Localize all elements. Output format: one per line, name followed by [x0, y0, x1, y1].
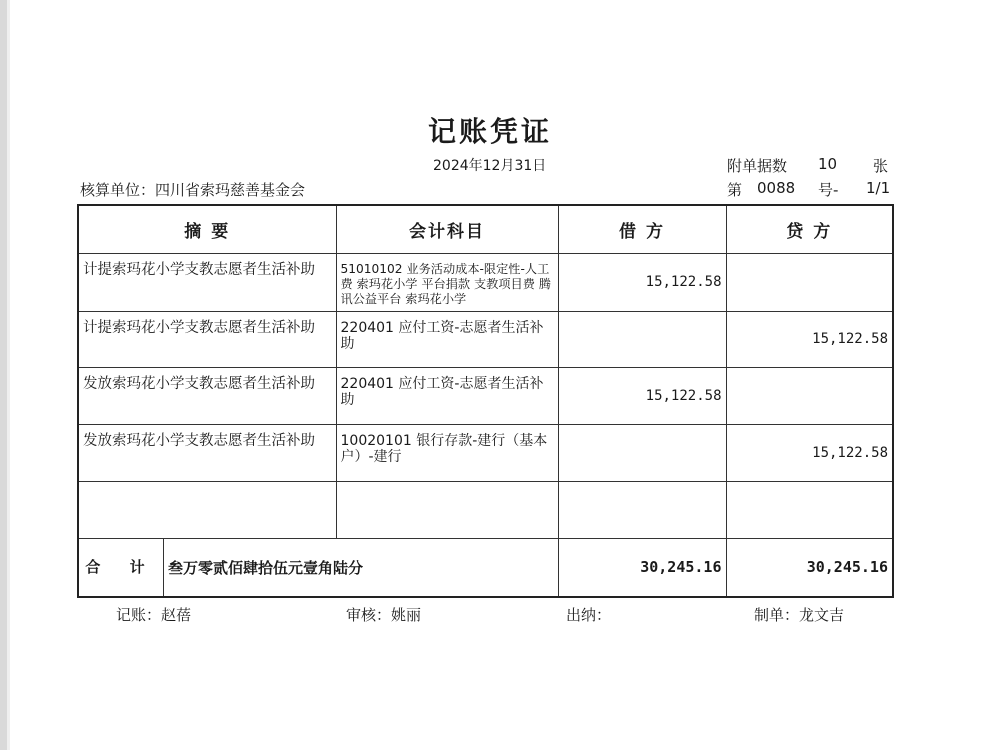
- header-summary: 摘 要: [78, 205, 336, 253]
- voucher-page: 1/1: [866, 179, 891, 197]
- row-credit: [726, 253, 893, 311]
- voucher-number: 0088: [757, 179, 796, 197]
- voucher-table: [77, 204, 894, 598]
- header-row: [78, 205, 893, 253]
- row-credit: [726, 481, 893, 538]
- unit-label: 核算单位：: [80, 181, 156, 199]
- total-credit: 30,245.16: [726, 538, 893, 597]
- signature-cashier: [566, 604, 611, 625]
- attachment-count: 10: [818, 155, 838, 173]
- table-row-empty: [78, 481, 893, 538]
- signature-bookkeeper: [116, 604, 191, 625]
- row-account: 51010102 业务活动成本-限定性-人工费 索玛花小学 平台捐款 支教项目费 腾讯公益平台 索玛花小学: [336, 253, 558, 311]
- cashier-label: 出纳：: [566, 606, 612, 624]
- attachment-label: 附单据数: [727, 157, 788, 175]
- row-summary: 计提索玛花小学支教志愿者生活补助: [78, 311, 336, 367]
- preparer-name: 龙文吉: [799, 606, 845, 624]
- total-debit: 30,245.16: [558, 538, 726, 597]
- row-account: [336, 481, 558, 538]
- reviewer-name: 姚丽: [391, 606, 422, 624]
- voucher-no-suffix: 号-: [818, 181, 839, 199]
- row-credit: 15,122.58: [726, 311, 893, 367]
- total-row: [78, 538, 893, 597]
- row-account: 10020101 银行存款-建行（基本户）-建行: [336, 424, 558, 481]
- row-credit: 15,122.58: [726, 424, 893, 481]
- table-row: [78, 253, 893, 311]
- voucher-date: 2024年12月31日: [433, 158, 547, 174]
- row-credit: [726, 367, 893, 424]
- row-debit: 15,122.58: [558, 253, 726, 311]
- header-account: 会计科目: [336, 205, 558, 253]
- signature-reviewer: [346, 604, 421, 625]
- table-row: [78, 424, 893, 481]
- bookkeeper-name: 赵蓓: [161, 606, 192, 624]
- total-cell: [78, 538, 558, 597]
- row-summary: 发放索玛花小学支教志愿者生活补助: [78, 367, 336, 424]
- row-debit: [558, 424, 726, 481]
- row-debit: [558, 481, 726, 538]
- header-credit: 贷 方: [726, 205, 893, 253]
- voucher-title: 记账凭证: [427, 115, 552, 148]
- attachment-unit: 张: [873, 157, 889, 175]
- signature-preparer: [754, 604, 844, 625]
- row-summary: 发放索玛花小学支教志愿者生活补助: [78, 424, 336, 481]
- preparer-label: 制单：: [754, 606, 800, 624]
- table-row: [78, 367, 893, 424]
- unit-name: 四川省索玛慈善基金会: [155, 181, 306, 199]
- row-debit: [558, 311, 726, 367]
- header-debit: 借 方: [558, 205, 726, 253]
- reviewer-label: 审核：: [346, 606, 392, 624]
- table-row: [78, 311, 893, 367]
- accounting-unit: [80, 179, 305, 200]
- row-summary: 计提索玛花小学支教志愿者生活补助: [78, 253, 336, 311]
- total-label: 合 计: [79, 539, 164, 596]
- bookkeeper-label: 记账：: [116, 606, 162, 624]
- row-account: 220401 应付工资-志愿者生活补助: [336, 367, 558, 424]
- voucher-no-prefix: 第: [727, 181, 743, 199]
- row-summary: [78, 481, 336, 538]
- row-debit: 15,122.58: [558, 367, 726, 424]
- row-account: 220401 应付工资-志愿者生活补助: [336, 311, 558, 367]
- total-amount-words: 叁万零贰佰肆拾伍元壹角陆分: [168, 558, 364, 577]
